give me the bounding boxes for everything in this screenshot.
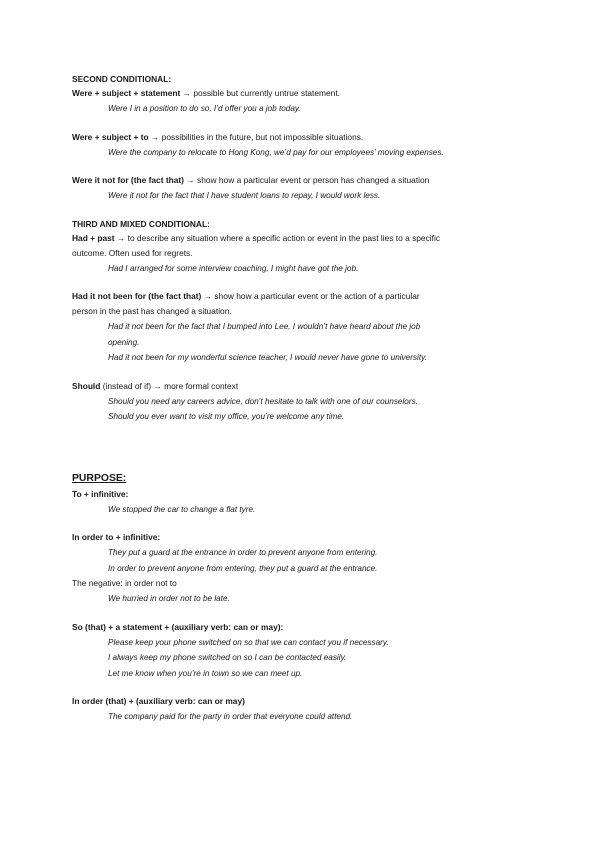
rule-term: Were + subject + to [72, 131, 149, 142]
rule-term: To + infinitive: [72, 488, 129, 499]
example-sentence: Were the company to relocate to Hong Kong, we’d pay for our employees’ moving expenses. [108, 147, 444, 157]
example-sentence: They put a guard at the entrance in order to prevent anyone from entering. [108, 548, 378, 557]
example-sentence: I always keep my phone switched on so I can be contacted easily. [108, 653, 347, 662]
rule-had-past [72, 231, 542, 246]
example-sentence: Had I arranged for some interview coaching, I might have got the job. [108, 263, 359, 273]
rule-were-it-not-for [72, 173, 542, 188]
example-sentence: Should you need any careers advice, don’t hesitate to talk with one of our counselors. [108, 396, 418, 406]
example-sentence: In order to prevent anyone from entering, they put a guard at the entrance. [108, 563, 378, 573]
rule-term: In order to + infinitive: [72, 532, 161, 542]
rule-description: → to describe any situation where a specific action or event in the past lies to a specific [114, 232, 440, 243]
rule-should [72, 379, 542, 394]
rule-description-continued: outcome. Often used for regrets. [72, 247, 193, 258]
rule-term: Were it not for (the fact that) [72, 175, 184, 185]
rule-description: → show how a particular event or person has changed a situation [183, 175, 430, 185]
rule-were-subject-statement [72, 86, 542, 101]
example-sentence: Had it not been for my wonderful science teacher, I would never have gone to university. [108, 353, 427, 362]
example-sentence: Were I in a position to do so, I’d offer you a job today. [108, 104, 301, 113]
example-sentence: We stopped the car to change a flat tyre. [108, 504, 256, 514]
rule-so-that [72, 620, 542, 635]
example-sentence: We hurried in order not to be late. [108, 594, 230, 603]
rule-term: Had + past [72, 232, 115, 243]
example-sentence: Had it not been for the fact that I bumped into Lee, I wouldn’t have heard about the job [108, 322, 421, 331]
rule-term: Had it not been for (the fact that) [72, 291, 202, 301]
rule-term: In order (that) + (auxiliary verb: can or may) [72, 696, 245, 706]
rule-term: So (that) + a statement + (auxiliary verb: can or may): [72, 621, 284, 632]
rule-term: Should [72, 380, 101, 391]
rule-term: Were + subject + statement [72, 88, 181, 98]
example-sentence-continued: opening. [108, 337, 140, 347]
rule-in-order-that [72, 694, 542, 709]
rule-description: → possible but currently untrue statement. [180, 88, 340, 98]
example-sentence: Please keep your phone switched on so that we can contact you if necessary. [108, 637, 389, 647]
second-conditional-heading: SECOND CONDITIONAL: [72, 74, 172, 84]
example-sentence: Were it not for the fact that I have student loans to repay, I would work less. [108, 191, 381, 200]
example-sentence: The company paid for the party in order that everyone could attend. [108, 712, 353, 721]
rule-to-infinitive [72, 487, 542, 502]
rule-were-subject-to [72, 130, 542, 145]
negative-form-note: The negative: in order not to [72, 578, 177, 588]
rule-in-order-to [72, 530, 542, 545]
example-sentence: Should you ever want to visit my office, you’re welcome any time. [108, 412, 345, 421]
rule-description: → show how a particular event or the action of a particular [201, 291, 420, 301]
example-sentence: Let me know when you’re in town so we can meet up. [108, 668, 303, 678]
third-conditional-heading: THIRD AND MIXED CONDITIONAL: [72, 218, 210, 229]
rule-description: → possibilities in the future, but not impossible situations. [148, 131, 364, 142]
purpose-heading: PURPOSE: [72, 472, 127, 484]
rule-description: (instead of if) → more formal context [100, 380, 239, 391]
rule-had-it-not-been-for [72, 289, 542, 304]
document-page [72, 72, 542, 725]
rule-description-continued: person in the past has changed a situation. [72, 306, 232, 316]
